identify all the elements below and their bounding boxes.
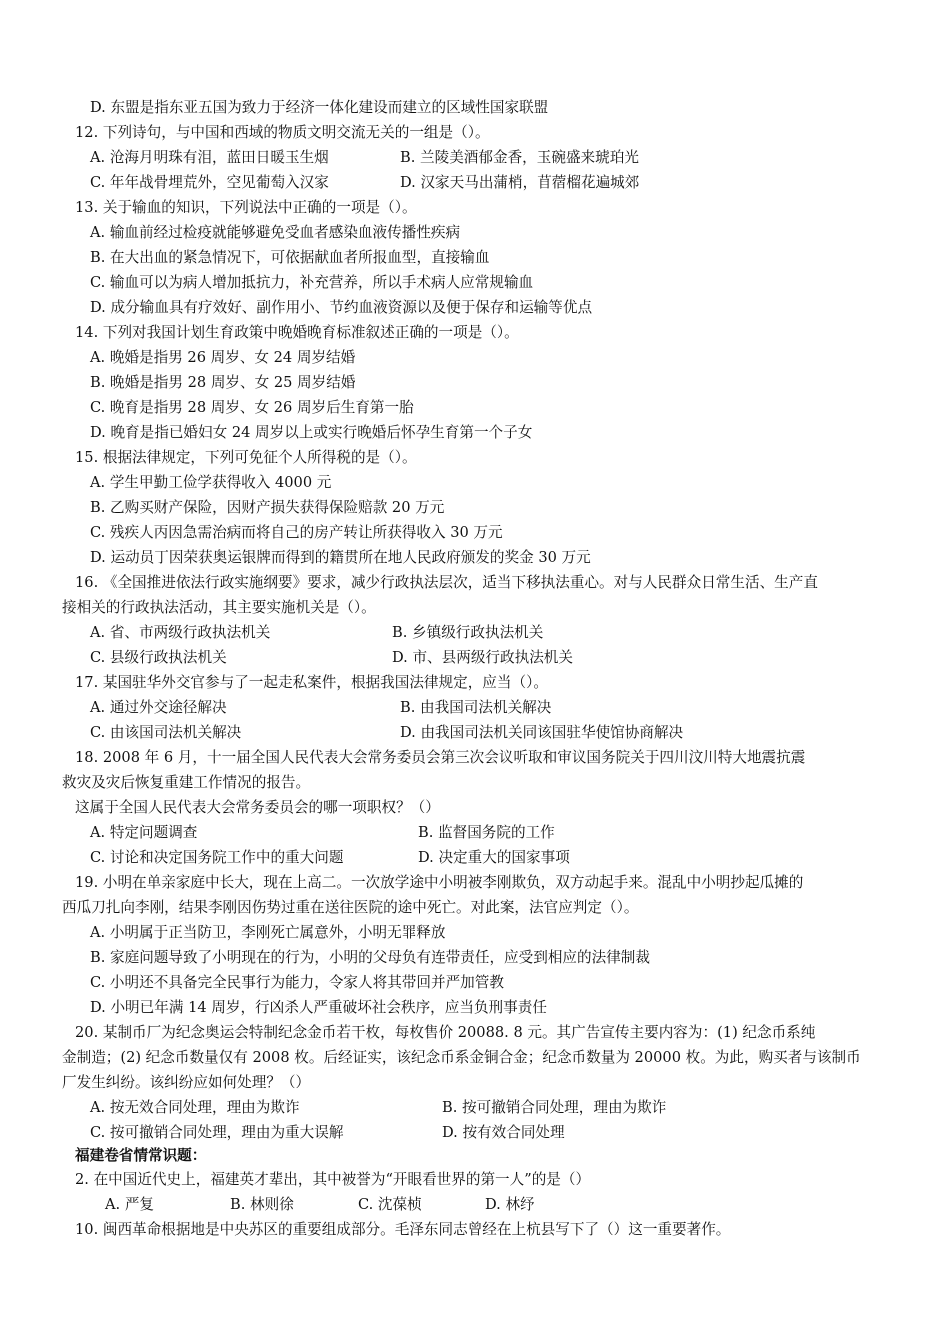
q20-option-d: D. 按有效合同处理 <box>442 1124 565 1141</box>
q14-option-d: D. 晚育是指已婚妇女 24 周岁以上或实行晚婚后怀孕生育第一个子女 <box>90 424 533 441</box>
q12-option-d: D. 汉家天马出蒲梢，苜蓿榴花遍城郊 <box>400 174 640 191</box>
q19-option-b: B. 家庭问题导致了小明现在的行为，小明的父母负有连带责任，应受到相应的法律制裁 <box>90 949 650 966</box>
question-18-cont: 救灾及灾后恢复重建工作情况的报告。 <box>62 774 311 791</box>
fj2-option-a: A. 严复 <box>105 1196 155 1213</box>
q12-option-b: B. 兰陵美酒郁金香，玉碗盛来琥珀光 <box>400 149 639 166</box>
question-13: 13. 关于输血的知识，下列说法中正确的一项是（）。 <box>75 199 417 216</box>
q18-option-d: D. 决定重大的国家事项 <box>418 849 570 866</box>
q17-option-a: A. 通过外交途径解决 <box>90 699 227 716</box>
q16-option-b: B. 乡镇级行政执法机关 <box>392 624 544 641</box>
question-17: 17. 某国驻华外交官参与了一起走私案件，根据我国法律规定，应当（）。 <box>75 674 548 691</box>
question-16-cont: 接相关的行政执法活动，其主要实施机关是（）。 <box>62 599 376 616</box>
q16-option-a: A. 省、市两级行政执法机关 <box>90 624 271 641</box>
q18-option-b: B. 监督国务院的工作 <box>418 824 555 841</box>
q19-option-d: D. 小明已年满 14 周岁，行凶杀人严重破坏社会秩序，应当负刑事责任 <box>90 999 547 1016</box>
question-12: 12. 下列诗句，与中国和西域的物质文明交流无关的一组是（）。 <box>75 124 490 141</box>
q17-option-c: C. 由该国司法机关解决 <box>90 724 242 741</box>
fujian-question-2: 2. 在中国近代史上，福建英才辈出，其中被誉为“开眼看世界的第一人”的是（） <box>75 1171 591 1188</box>
q15-option-b: B. 乙购买财产保险，因财产损失获得保险赔款 20 万元 <box>90 499 445 516</box>
q18-option-a: A. 特定问题调查 <box>90 824 198 841</box>
question-20-cont-1: 金制造；(2) 纪念币数量仅有 2008 枚。后经证实，该纪念币系金铜合金；纪念币数量为 20000 枚。为此，购买者与该制币 <box>62 1049 861 1066</box>
q17-option-b: B. 由我国司法机关解决 <box>400 699 552 716</box>
q20-option-a: A. 按无效合同处理，理由为欺诈 <box>90 1099 300 1116</box>
q17-option-d: D. 由我国司法机关同该国驻华使馆协商解决 <box>400 724 684 741</box>
q14-option-a: A. 晚婚是指男 26 周岁、女 24 周岁结婚 <box>90 349 356 366</box>
q18-option-c: C. 讨论和决定国务院工作中的重大问题 <box>90 849 344 866</box>
q15-option-c: C. 残疾人丙因急需治病而将自己的房产转让所获得收入 30 万元 <box>90 524 503 541</box>
question-19-cont: 西瓜刀扎向李刚，结果李刚因伤势过重在送往医院的途中死亡。对此案，法官应判定（）。 <box>62 899 639 916</box>
fj2-option-c: C. 沈葆桢 <box>358 1196 422 1213</box>
q13-option-d: D. 成分输血具有疗效好、副作用小、节约血液资源以及便于保存和运输等优点 <box>90 299 593 316</box>
question-16: 16. 《全国推进依法行政实施纲要》要求，减少行政执法层次，适当下移执法重心。对与人民群众日常生活、生产直 <box>75 574 818 591</box>
q20-option-b: B. 按可撤销合同处理，理由为欺诈 <box>442 1099 667 1116</box>
q19-option-a: A. 小明属于正当防卫，李刚死亡属意外，小明无罪释放 <box>90 924 446 941</box>
q20-option-c: C. 按可撤销合同处理，理由为重大误解 <box>90 1124 344 1141</box>
q16-option-d: D. 市、县两级行政执法机关 <box>392 649 573 666</box>
question-19: 19. 小明在单亲家庭中长大，现在上高二。一次放学途中小明被李刚欺负，双方动起手来。混乱中小明抄起瓜摊的 <box>75 874 804 891</box>
q13-option-a: A. 输血前经过检疫就能够避免受血者感染血液传播性疾病 <box>90 224 461 241</box>
section-heading-fujian: 福建卷省情常识题： <box>75 1147 207 1164</box>
q14-option-b: B. 晚婚是指男 28 周岁、女 25 周岁结婚 <box>90 374 356 391</box>
q16-option-c: C. 县级行政执法机关 <box>90 649 227 666</box>
question-18-prompt: 这属于全国人民代表大会常务委员会的哪一项职权？（） <box>75 799 440 816</box>
question-15: 15. 根据法律规定，下列可免征个人所得税的是（）。 <box>75 449 417 466</box>
fujian-question-10: 10. 闽西革命根据地是中央苏区的重要组成部分。毛泽东同志曾经在上杭县写下了（）这一重要著作。 <box>75 1221 731 1238</box>
q13-option-c: C. 输血可以为病人增加抵抗力，补充营养，所以手术病人应常规输血 <box>90 274 534 291</box>
question-18: 18. 2008 年 6 月，十一届全国人民代表大会常务委员会第三次会议听取和审议国务院关于四川汶川特大地震抗震 <box>75 749 806 766</box>
fj2-option-d: D. 林纾 <box>485 1196 535 1213</box>
q12-option-a: A. 沧海月明珠有泪，蓝田日暖玉生烟 <box>90 149 329 166</box>
question-14: 14. 下列对我国计划生育政策中晚婚晚育标准叙述正确的一项是（）。 <box>75 324 519 341</box>
q14-option-c: C. 晚育是指男 28 周岁、女 26 周岁后生育第一胎 <box>90 399 414 416</box>
fj2-option-b: B. 林则徐 <box>230 1196 294 1213</box>
question-20-cont-2: 厂发生纠纷。该纠纷应如何处理？（） <box>62 1074 311 1091</box>
q15-option-a: A. 学生甲勤工俭学获得收入 4000 元 <box>90 474 332 491</box>
question-20: 20. 某制币厂为纪念奥运会特制纪念金币若干枚，每枚售价 20088. 8 元。其广告宣传主要内容为：(1) 纪念币系纯 <box>75 1024 816 1041</box>
q19-option-c: C. 小明还不具备完全民事行为能力，令家人将其带回并严加管教 <box>90 974 504 991</box>
q15-option-d: D. 运动员丁因荣获奥运银牌而得到的籍贯所在地人民政府颁发的奖金 30 万元 <box>90 549 591 566</box>
q13-option-b: B. 在大出血的紧急情况下，可依据献血者所报血型，直接输血 <box>90 249 490 266</box>
q12-option-c: C. 年年战骨埋荒外，空见葡萄入汉家 <box>90 174 329 191</box>
q11-option-d: D. 东盟是指东亚五国为致力于经济一体化建设而建立的区域性国家联盟 <box>90 99 549 116</box>
